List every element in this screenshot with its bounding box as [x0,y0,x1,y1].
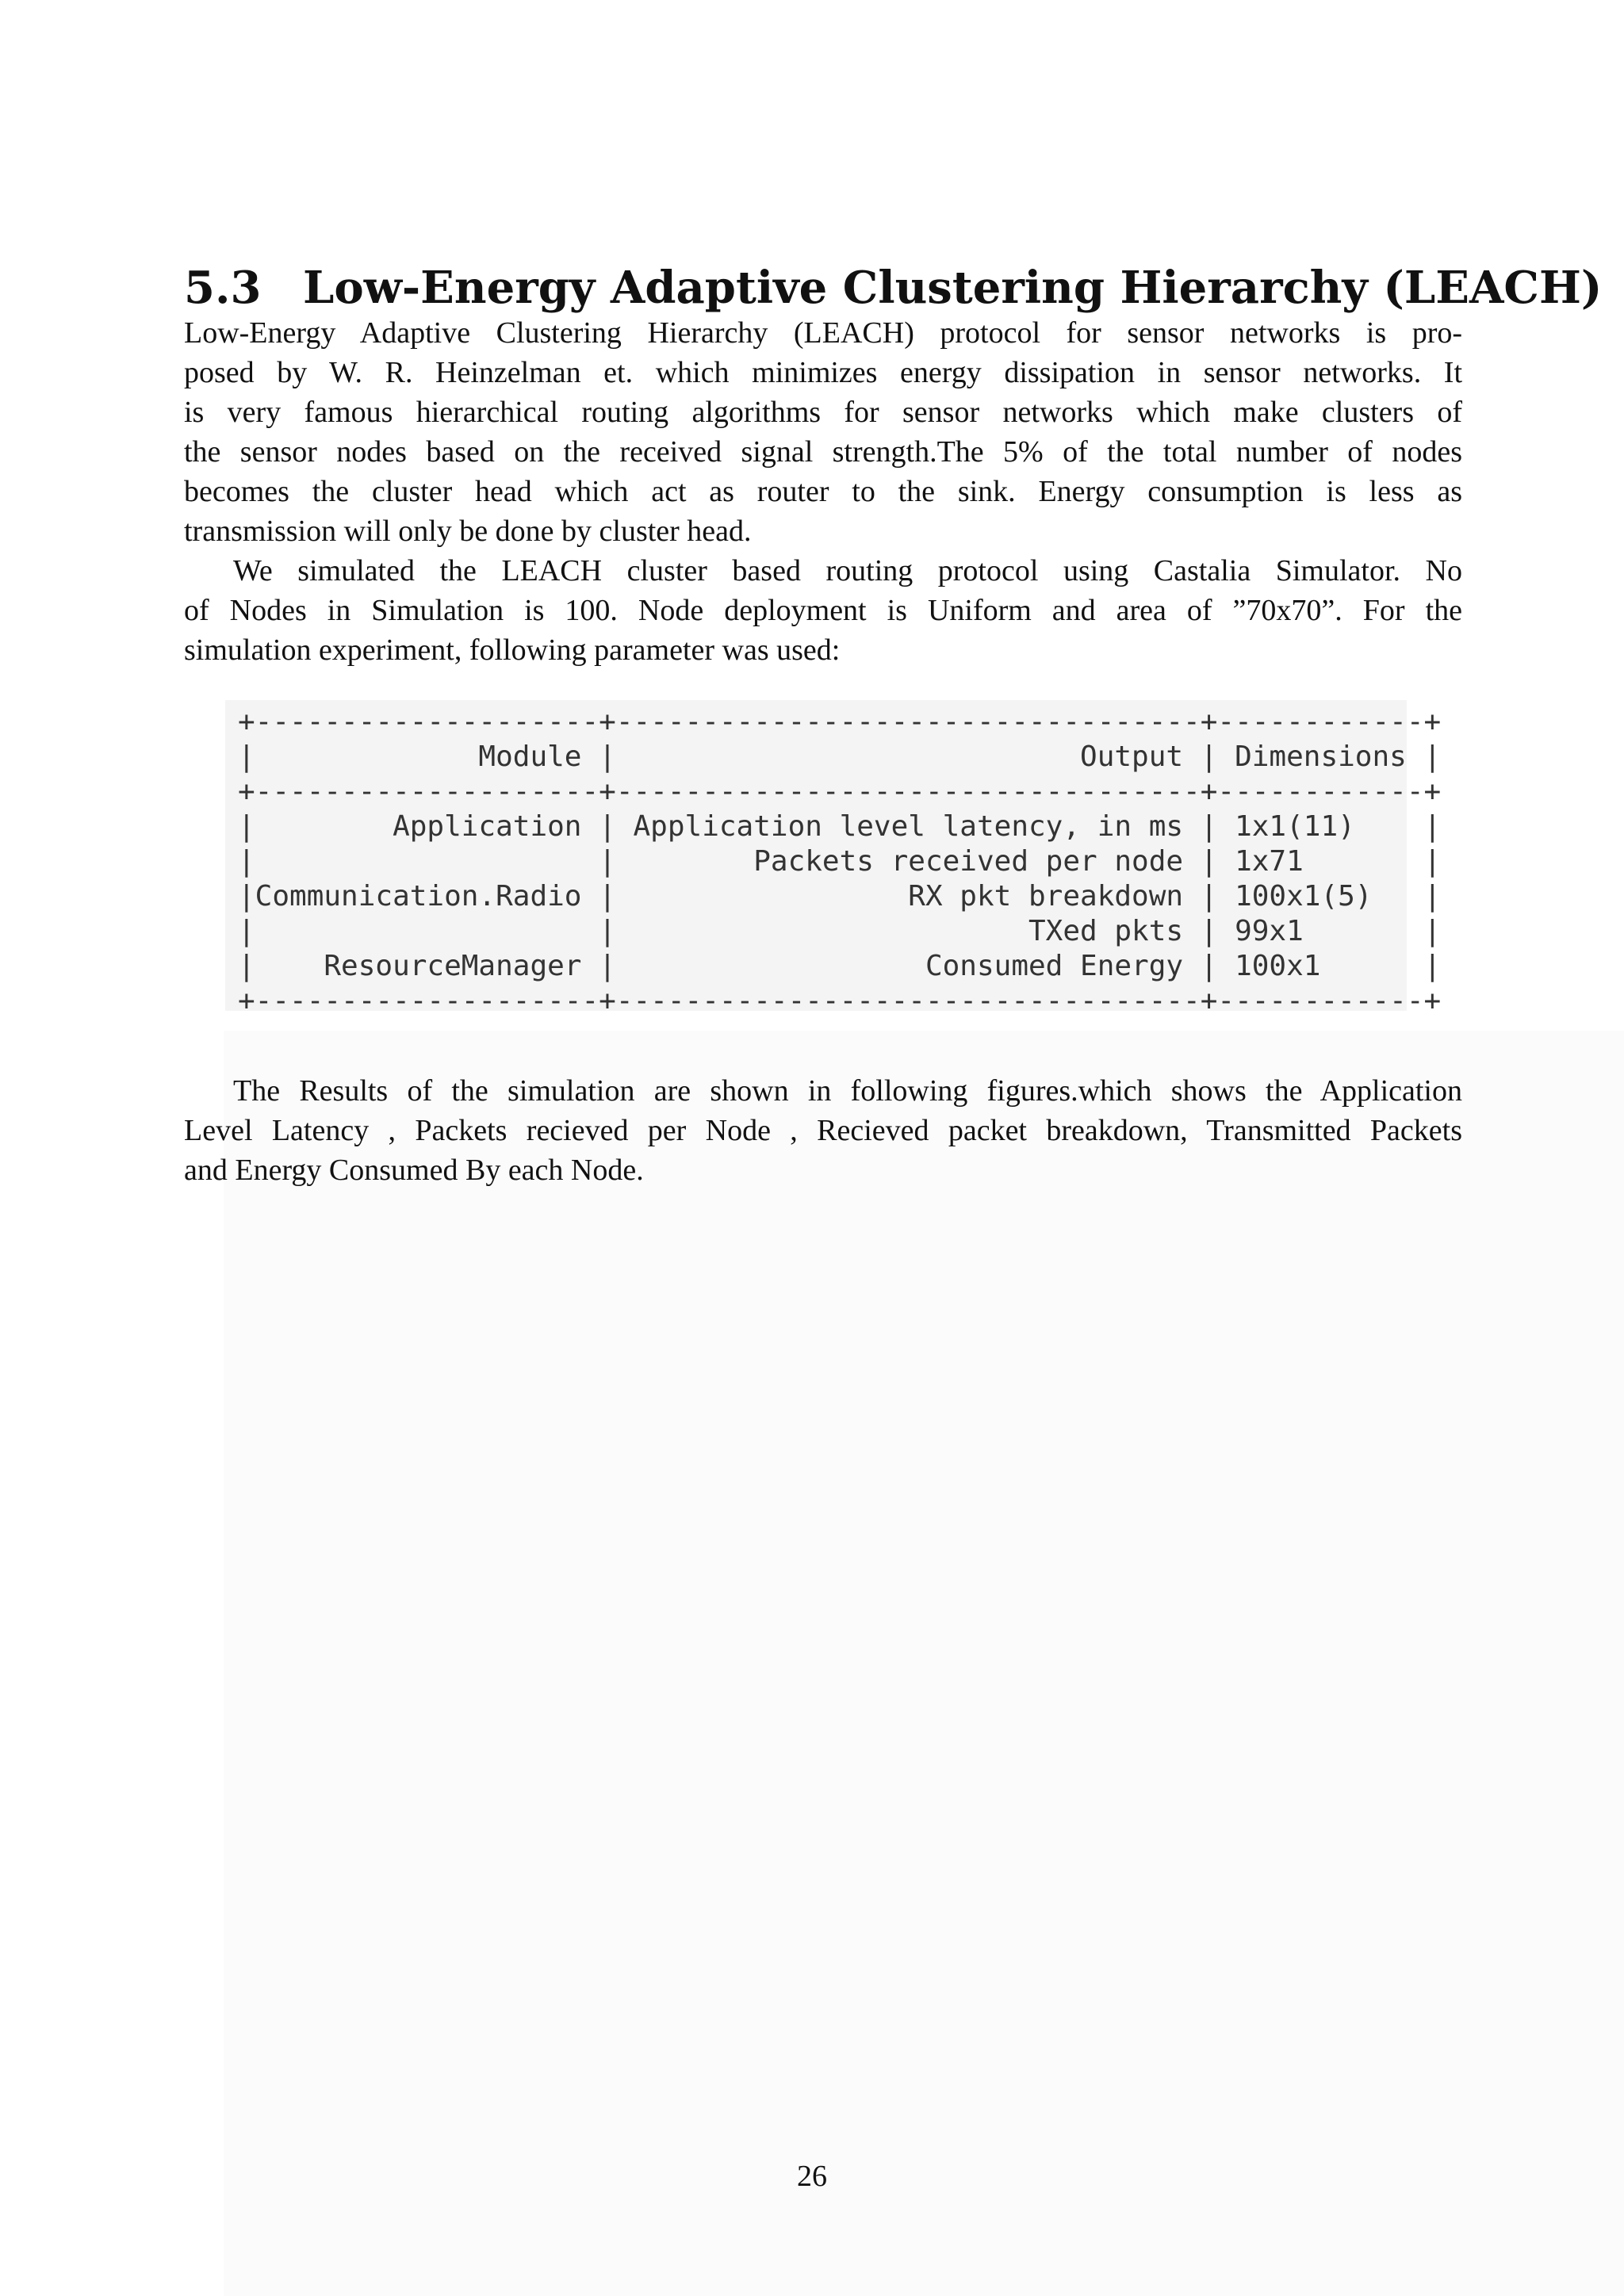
text-line: is very famous hierarchical routing algorithms for sensor networks which make clusters of [184,396,1462,429]
ascii-table-text: +--------------------+----------------------------------+------------+ | Module | Output | Dimensions | +--------------------+----------------------------------+------------+ | Application | Application level latency, in ms | 1x1(11) | | | Packets received per node | 1x71 | |Communication.Radio | RX pkt breakdown | 100x1(5) | | | TXed pkts | 99x1 | | ResourceManager | Consumed Energy | 100x1 | +--------------------+----------------------------------+------------+ [238,706,1442,1017]
text-line: of Nodes in Simulation is 100. Node deployment is Uniform and area of ”70x70”. For the [184,594,1462,627]
paragraph-simulation-setup [184,551,1462,670]
text-line: the sensor nodes based on the received signal strength.The 5% of the total number of nodes [184,435,1462,469]
text-line: The Results of the simulation are shown in following figures.which shows the Application [233,1074,1462,1108]
text-line: simulation experiment, following parameter was used: [184,633,841,667]
section-title: Low-Energy Adaptive Clustering Hierarchy (LEACH) [303,261,1603,314]
text-line: transmission will only be done by cluster head. [184,515,752,548]
section-number: 5.3 [184,261,262,314]
text-line: Level Latency , Packets recieved per Node , Recieved packet breakdown, Transmitted Packets [184,1114,1462,1147]
paragraph-results [184,1071,1462,1190]
page-number: 26 [797,2160,827,2193]
text-line: and Energy Consumed By each Node. [184,1154,644,1187]
page-background-shade [224,1031,1624,2296]
paragraph-leach-intro [184,313,1462,551]
text-line: Low-Energy Adaptive Clustering Hierarchy (LEACH) protocol for sensor networks is pro- [184,316,1462,350]
simulation-parameter-table [225,700,1442,1017]
text-line: posed by W. R. Heinzelman et. which minimizes energy dissipation in sensor networks. It [184,356,1462,389]
section-heading [184,257,1611,319]
text-line: becomes the cluster head which act as router to the sink. Energy consumption is less as [184,475,1462,508]
text-line: We simulated the LEACH cluster based routing protocol using Castalia Simulator. No [233,554,1462,587]
